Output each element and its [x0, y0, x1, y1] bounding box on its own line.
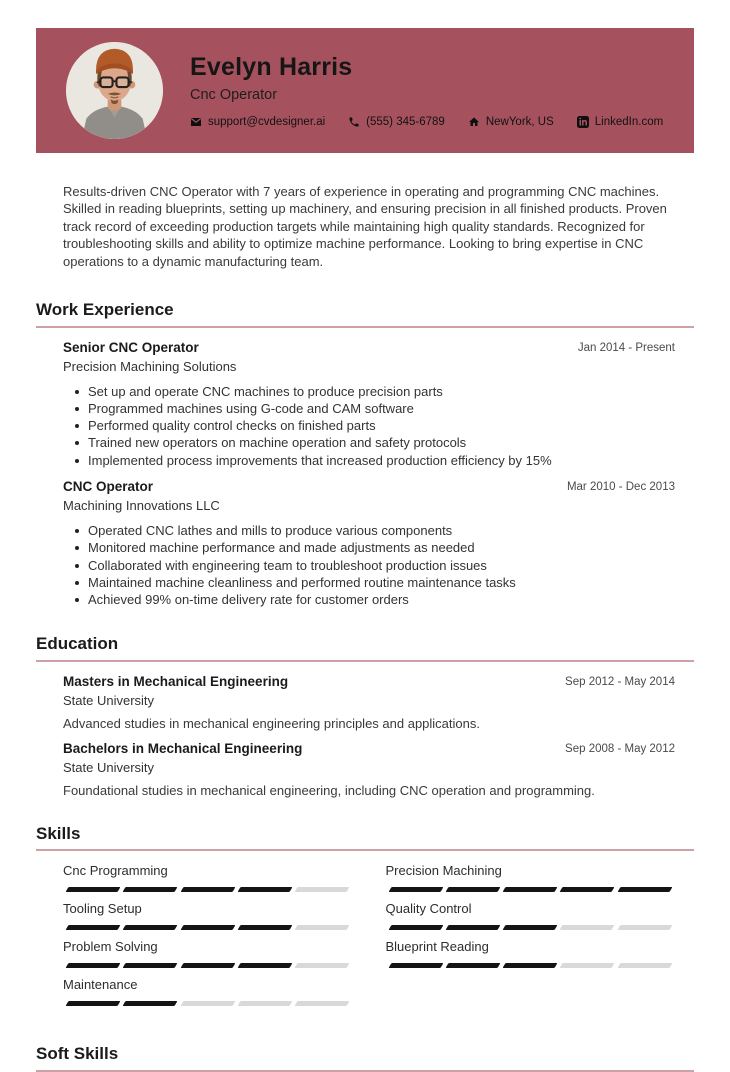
skill-item	[386, 940, 676, 968]
contact-row	[190, 116, 663, 128]
skill-bar-segment	[237, 1001, 292, 1006]
skill-name: Tooling Setup	[63, 901, 142, 917]
skill-bar-segment	[123, 1001, 178, 1006]
email-icon	[190, 116, 202, 128]
skill-bar-segment	[503, 925, 558, 930]
skill-bar-segment	[295, 1001, 350, 1006]
skill-bar-segment	[617, 887, 672, 892]
education-description: Foundational studies in mechanical engineering, including CNC operation and programming.	[63, 782, 595, 798]
contact-linkedin-text: LinkedIn.com	[594, 116, 664, 128]
degree-title: Masters in Mechanical Engineering	[63, 673, 289, 689]
skill-bar-segment	[66, 887, 121, 892]
skill-bar-segment	[123, 887, 178, 892]
skills-grid	[63, 864, 675, 1016]
soft-skills-section	[36, 1044, 694, 1072]
skill-name: Maintenance	[63, 977, 138, 993]
profile-photo-illustration	[66, 42, 163, 139]
education-entry-head	[63, 741, 675, 775]
contact-location-text: NewYork, US	[485, 116, 554, 128]
skill-bar-segment	[66, 925, 121, 930]
skills-heading: Skills	[36, 824, 694, 852]
job-bullet: Operated CNC lathes and mills to produce various components	[88, 522, 675, 539]
job-bullet: Monitored machine performance and made adjustments as needed	[88, 539, 675, 556]
job-bullet: Trained new operators on machine operation and safety protocols	[88, 434, 675, 451]
skill-bar-segment	[560, 963, 615, 968]
education-section	[36, 634, 694, 798]
school-name: State University	[63, 759, 155, 775]
profile-photo	[66, 42, 163, 139]
resume-document	[0, 28, 730, 1064]
skill-bar-segment	[237, 925, 292, 930]
skill-level-bar	[386, 963, 676, 968]
job-bullet: Achieved 99% on-time delivery rate for customer orders	[88, 591, 675, 608]
education-heading: Education	[36, 634, 694, 662]
skill-level-bar	[63, 887, 353, 892]
education-dates: Sep 2008 - May 2012	[565, 742, 675, 755]
skill-name: Problem Solving	[63, 939, 158, 955]
job-title: Senior CNC Operator	[63, 339, 199, 355]
job-title-company	[63, 340, 236, 374]
header-text-block	[190, 53, 663, 128]
linkedin-icon	[577, 116, 589, 128]
skill-name: Precision Machining	[385, 863, 502, 879]
school-name: State University	[63, 692, 155, 708]
skill-bar-segment	[560, 925, 615, 930]
candidate-name: Evelyn Harris	[190, 53, 353, 81]
degree-title: Bachelors in Mechanical Engineering	[63, 740, 303, 756]
skill-bar-segment	[295, 963, 350, 968]
skill-bar-segment	[388, 925, 443, 930]
skill-bar-segment	[66, 1001, 121, 1006]
contact-location	[468, 116, 554, 128]
skill-bar-segment	[295, 925, 350, 930]
work-experience-section	[36, 300, 694, 608]
job-bullet: Implemented process improvements that increased production efficiency by 15%	[88, 452, 675, 469]
skill-bar-segment	[617, 925, 672, 930]
skills-section	[36, 824, 694, 1016]
skill-bar-segment	[445, 887, 500, 892]
job-bullet: Maintained machine cleanliness and performed routine maintenance tasks	[88, 574, 675, 591]
skill-bar-segment	[180, 963, 235, 968]
skill-bar-segment	[66, 963, 121, 968]
skill-bar-segment	[180, 925, 235, 930]
job-entry-head	[63, 479, 675, 513]
job-dates: Mar 2010 - Dec 2013	[566, 480, 675, 493]
skill-bar-segment	[445, 963, 500, 968]
job-bullet-list	[63, 383, 675, 469]
job-dates: Jan 2014 - Present	[577, 341, 675, 354]
skill-bar-segment	[295, 887, 350, 892]
skill-name: Quality Control	[385, 901, 472, 917]
skill-bar-segment	[237, 963, 292, 968]
skill-bar-segment	[388, 963, 443, 968]
skill-bar-segment	[617, 963, 672, 968]
contact-phone-text: (555) 345-6789	[366, 116, 445, 128]
job-company: Precision Machining Solutions	[63, 358, 237, 374]
skill-bar-segment	[123, 963, 178, 968]
skill-bar-segment	[237, 887, 292, 892]
contact-phone[interactable]	[348, 116, 445, 128]
job-company: Machining Innovations LLC	[63, 497, 220, 513]
education-entry	[63, 674, 675, 731]
job-bullet: Set up and operate CNC machines to produce precision parts	[88, 383, 675, 400]
skill-item	[63, 902, 353, 930]
education-entry-head	[63, 674, 675, 708]
job-entry	[63, 340, 675, 469]
skill-bar-segment	[560, 887, 615, 892]
job-bullet: Programmed machines using G-code and CAM software	[88, 400, 675, 417]
work-experience-heading: Work Experience	[36, 300, 694, 328]
skill-bar-segment	[445, 925, 500, 930]
phone-icon	[348, 116, 360, 128]
home-icon	[468, 116, 480, 128]
skill-item	[63, 978, 353, 1006]
job-title-company	[63, 479, 220, 513]
education-description: Advanced studies in mechanical engineering principles and applications.	[63, 715, 480, 731]
soft-skills-heading: Soft Skills	[36, 1044, 694, 1072]
education-dates: Sep 2012 - May 2014	[565, 675, 675, 688]
skill-level-bar	[63, 925, 353, 930]
skills-column-right	[386, 864, 676, 1016]
skill-name: Blueprint Reading	[385, 939, 489, 955]
skill-level-bar	[386, 925, 676, 930]
job-bullet: Performed quality control checks on finished parts	[88, 417, 675, 434]
skill-level-bar	[386, 887, 676, 892]
job-bullet: Collaborated with engineering team to troubleshoot production issues	[88, 557, 675, 574]
job-bullet-list	[63, 522, 675, 608]
skill-bar-segment	[180, 1001, 235, 1006]
header-banner	[36, 28, 694, 153]
skill-bar-segment	[503, 963, 558, 968]
contact-linkedin[interactable]	[577, 116, 663, 128]
degree-school	[63, 674, 288, 708]
skill-item	[63, 940, 353, 968]
professional-summary: Results-driven CNC Operator with 7 years of experience in operating and programming CNC machines. Skilled in reading blueprints, setting up machinery, and ensuring precision in all finished products. Proven track record of exceeding production targets while maintaining high quality standards. Recognized for troubleshooting skills and ability to optimize machine performance. Looking to bring expertise in CNC operations to a dynamic manufacturing team.	[63, 184, 667, 269]
skill-bar-segment	[503, 887, 558, 892]
skill-level-bar	[63, 1001, 353, 1006]
job-title: CNC Operator	[63, 478, 154, 494]
contact-email-text: support@cvdesigner.ai	[208, 116, 326, 128]
contact-email[interactable]	[190, 116, 325, 128]
skill-level-bar	[63, 963, 353, 968]
skill-bar-segment	[180, 887, 235, 892]
skills-column-left	[63, 864, 353, 1016]
skill-item	[386, 864, 676, 892]
degree-school	[63, 741, 302, 775]
skill-bar-segment	[388, 887, 443, 892]
candidate-job-title: Cnc Operator	[190, 87, 278, 103]
skill-bar-segment	[123, 925, 178, 930]
job-entry-head	[63, 340, 675, 374]
education-entry	[63, 741, 675, 798]
skill-item	[386, 902, 676, 930]
skill-item	[63, 864, 353, 892]
job-entry	[63, 479, 675, 608]
skill-name: Cnc Programming	[63, 863, 168, 879]
